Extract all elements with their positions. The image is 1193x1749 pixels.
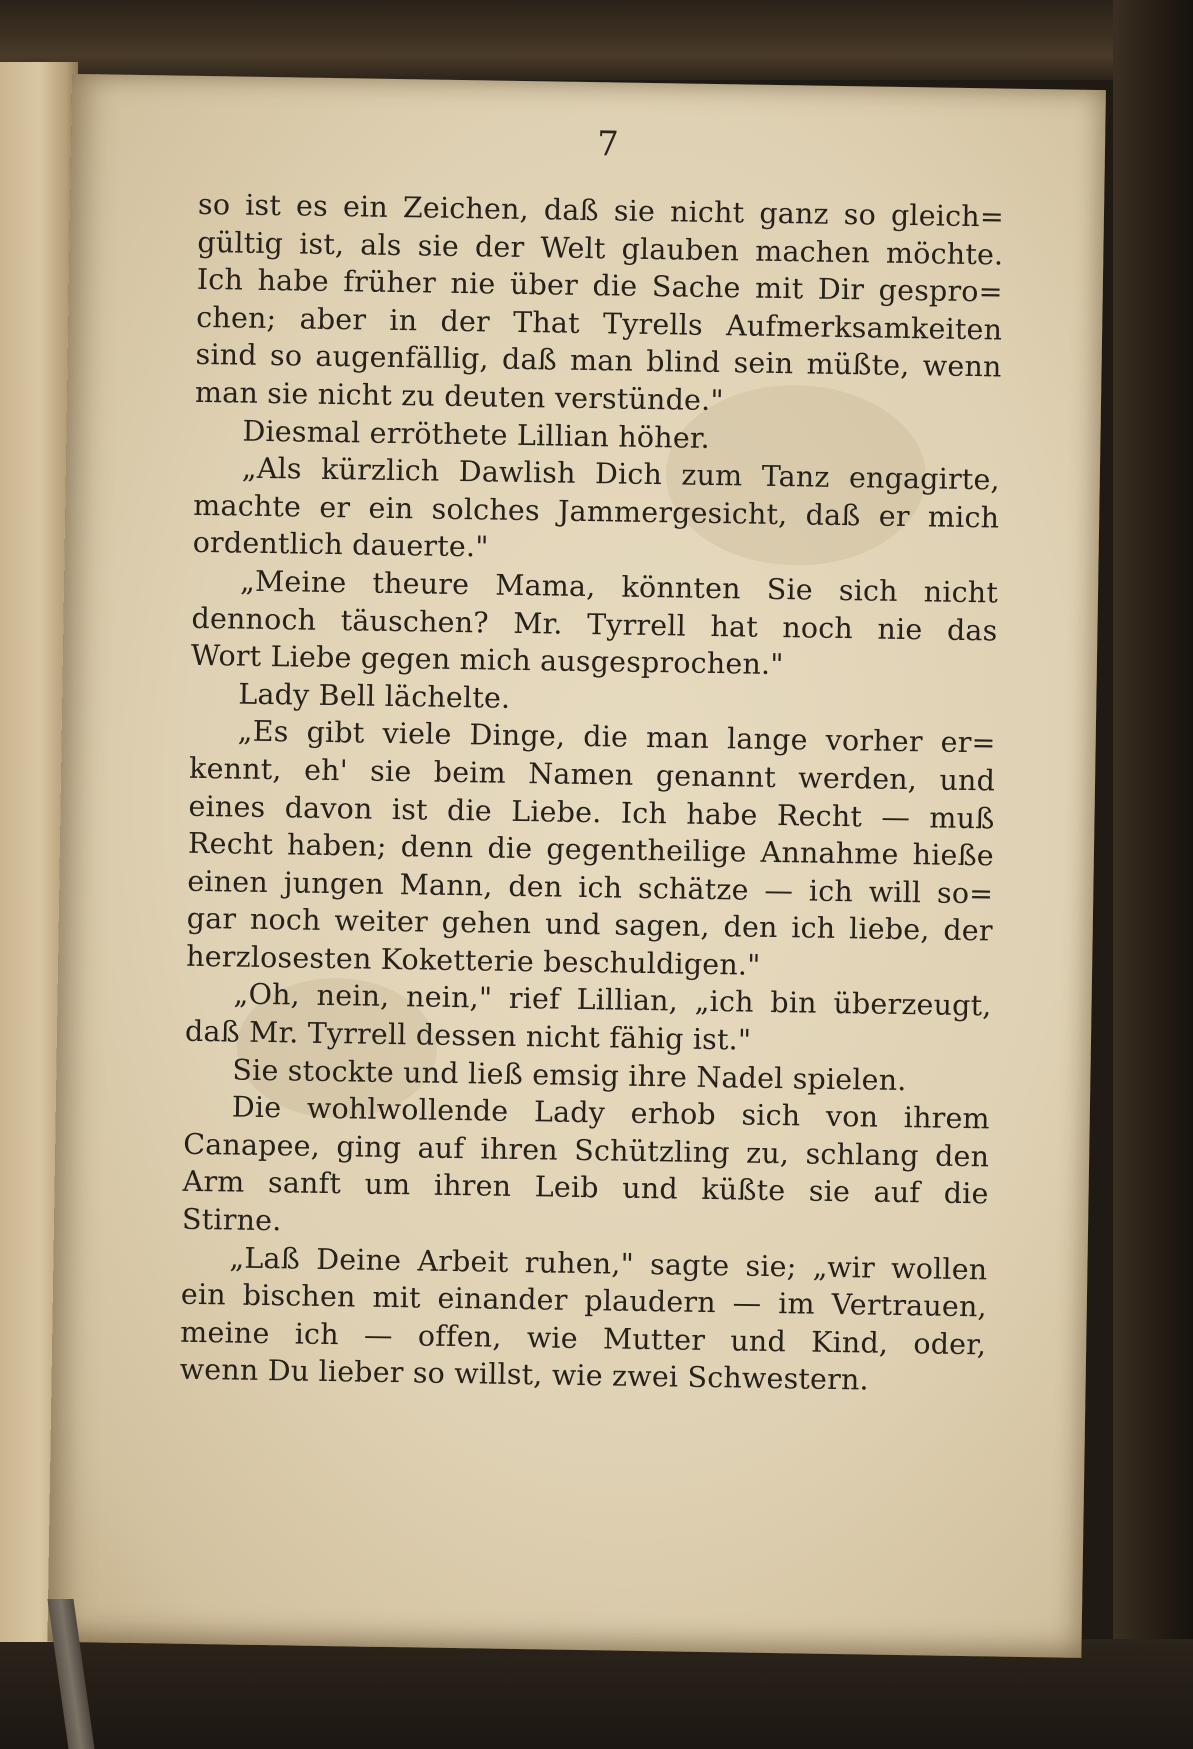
- text-line: Stirne.: [181, 1202, 282, 1238]
- text-line: man sie nicht zu deuten verstünde.": [194, 375, 724, 418]
- text-line: ordentlich dauerte.": [192, 526, 489, 564]
- text-line: machte er ein solches Jammergesicht, daß er mich: [193, 488, 1000, 535]
- text-line: daß Mr. Tyrrell dessen nicht fähig ist.": [184, 1014, 752, 1057]
- text-line: „Oh, nein, nein," rief Lillian, „ich bin überzeugt,: [233, 978, 992, 1023]
- text-line: „Laß Deine Arbeit ruhen," sagte sie; „wir wollen: [229, 1241, 988, 1287]
- page-number: 7: [596, 124, 620, 165]
- text-line: chen; aber in der That Tyrells Aufmerksamkeiten: [195, 300, 1003, 347]
- book-binding-top: [0, 0, 1193, 80]
- text-line: „Es gibt viele Dinge, die man lange vorher er=: [237, 714, 996, 760]
- text-line: ein bischen mit einander plaudern — im Vertrauen,: [180, 1277, 988, 1324]
- text-line: Wort Liebe gegen mich ausgesprochen.": [190, 638, 784, 682]
- text-line: „Als kürzlich Dawlish Dich zum Tanz engagirte,: [241, 451, 1001, 497]
- text-line: Recht haben; denn die gegentheilige Annahme hieße: [187, 826, 995, 873]
- text-line: herzlosesten Koketterie beschuldigen.": [185, 939, 761, 982]
- text-line: meine ich — offen, wie Mutter und Kind, oder,: [180, 1315, 987, 1362]
- text-line: Diesmal erröthete Lillian höher.: [242, 414, 711, 455]
- text-line: Arm sanft um ihren Leib und küßte sie auf die: [182, 1165, 989, 1211]
- text-line: Lady Bell lächelte.: [238, 677, 511, 715]
- body-text: [179, 186, 1004, 1402]
- text-line: einen jungen Mann, den ich schätze — ich will so=: [187, 864, 994, 911]
- text-line: Die wohlwollende Lady erhob sich von ihrem: [231, 1090, 991, 1136]
- text-line: „Meine theure Mama, könnten Sie sich nicht: [239, 564, 999, 610]
- text-line: Sie stockte und ließ emsig ihre Nadel spielen.: [232, 1053, 907, 1097]
- text-line: gar noch weiter gehen und sagen, den ich liebe, der: [186, 902, 993, 948]
- text-line: eines davon ist die Liebe. Ich habe Recht — muß: [188, 789, 995, 835]
- text-line: kennt, eh' sie beim Namen genannt werden, und: [188, 751, 996, 798]
- text-line: gültig ist, als sie der Welt glauben machen möchte.: [197, 225, 1004, 272]
- text-line: Ich habe früher nie über die Sache mit Dir gespro=: [196, 263, 1004, 309]
- book-page: [47, 74, 1106, 1658]
- text-line: so ist es ein Zeichen, daß sie nicht ganz so gleich=: [197, 187, 1005, 234]
- text-line: dennoch täuschen? Mr. Tyrrell hat noch nie das: [191, 601, 998, 648]
- book-binding-right: [1113, 0, 1193, 1749]
- text-line: Canapee, ging auf ihren Schützling zu, schlang den: [183, 1127, 990, 1174]
- text-line: sind so augenfällig, daß man blind sein müßte, wenn: [195, 338, 1002, 384]
- text-line: wenn Du lieber so willst, wie zwei Schwestern.: [179, 1353, 870, 1397]
